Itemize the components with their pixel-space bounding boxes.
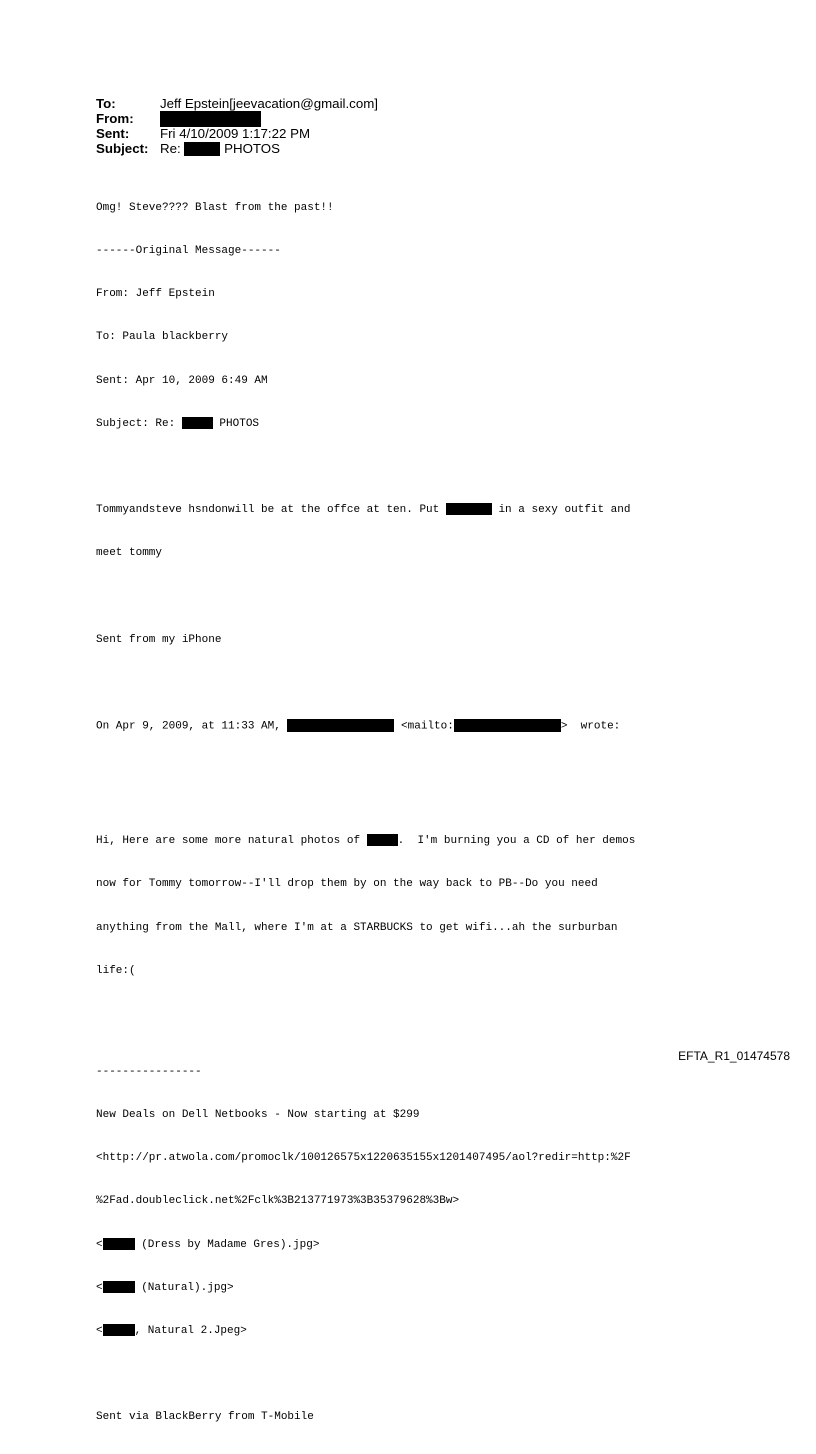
body-line: Sent via BlackBerry from T-Mobile [96, 1411, 314, 1424]
redaction-box [367, 834, 398, 846]
attachment-line [96, 1238, 756, 1252]
email-body [96, 172, 756, 1454]
text-span: Tommyandsteve hsndonwill be at the offce at ten. Put [96, 504, 446, 517]
body-line [96, 503, 756, 517]
body-line [96, 719, 756, 733]
text-span: <mailto: [394, 720, 454, 733]
redaction-box [103, 1281, 135, 1293]
body-line [96, 417, 756, 431]
text-span: , Natural 2.Jpeg> [134, 1324, 247, 1337]
text-span: . I'm burning you a CD of her demos [397, 835, 636, 848]
body-line: To: Paula blackberry [96, 331, 229, 344]
redaction-box [182, 417, 213, 429]
redaction-box [454, 719, 561, 732]
body-line: Sent: Apr 10, 2009 6:49 AM [96, 374, 268, 387]
spacer [96, 676, 756, 690]
subject-suffix: PHOTOS [224, 141, 281, 156]
subject-prefix: Re: [160, 141, 181, 156]
body-line: New Deals on Dell Netbooks - Now starting at $299 [96, 1108, 420, 1121]
body-line: now for Tommy tomorrow--I'll drop them by on the way back to PB--Do you need [96, 878, 598, 891]
ad-link[interactable]: <http://pr.atwola.com/promoclk/100126575x1220635155x1201407495/aol?redir=http:%2F [96, 1152, 631, 1165]
spacer [96, 762, 756, 805]
sent-label: Sent: [96, 126, 130, 141]
text-span: in a sexy outfit and [491, 504, 631, 517]
text-span: On Apr 9, 2009, at 11:33 AM, [96, 720, 288, 733]
body-line: life:( [96, 964, 136, 977]
text-span: (Dress by Madame Gres).jpg> [134, 1238, 320, 1251]
body-line: meet tommy [96, 547, 163, 560]
redaction-box [287, 719, 394, 732]
text-span: < [96, 1324, 103, 1337]
sent-value: Fri 4/10/2009 1:17:22 PM [160, 126, 311, 141]
text-span: PHOTOS [212, 417, 260, 430]
ad-link[interactable]: %2Fad.doubleclick.net%2Fclk%3B213771973%3B35379628%3Bw> [96, 1195, 460, 1208]
text-span: Subject: Re: [96, 417, 182, 430]
text-span: > wrote: [560, 720, 621, 733]
attachment-line [96, 1281, 756, 1295]
subject-label: Subject: [96, 141, 149, 156]
body-line: ------Original Message------ [96, 245, 281, 258]
redaction-box [103, 1324, 135, 1336]
body-line: Sent from my iPhone [96, 633, 222, 646]
text-span: Hi, Here are some more natural photos of [96, 835, 367, 848]
bates-number: EFTA_R1_01474578 [678, 1049, 790, 1063]
attachment-line [96, 1324, 756, 1338]
body-line: anything from the Mall, where I'm at a STARBUCKS to get wifi...ah the surburban [96, 921, 618, 934]
to-label: To: [96, 96, 116, 111]
spacer [96, 590, 756, 604]
from-value [160, 111, 261, 127]
body-line [96, 834, 756, 848]
body-line: Omg! Steve???? Blast from the past!! [96, 201, 334, 214]
to-value: Jeff Epstein[jeevacation@gmail.com] [160, 96, 378, 111]
from-label: From: [96, 111, 134, 126]
text-span: < [96, 1238, 103, 1251]
text-span: < [96, 1281, 103, 1294]
spacer [96, 460, 756, 474]
subject-value [160, 141, 280, 156]
redaction-box [446, 503, 492, 515]
redaction-box [184, 142, 220, 156]
redaction-box [103, 1238, 135, 1250]
spacer [96, 1007, 756, 1036]
body-line: From: Jeff Epstein [96, 288, 215, 301]
text-span: (Natural).jpg> [134, 1281, 234, 1294]
body-line: ---------------- [96, 1065, 202, 1078]
spacer [96, 1367, 756, 1381]
